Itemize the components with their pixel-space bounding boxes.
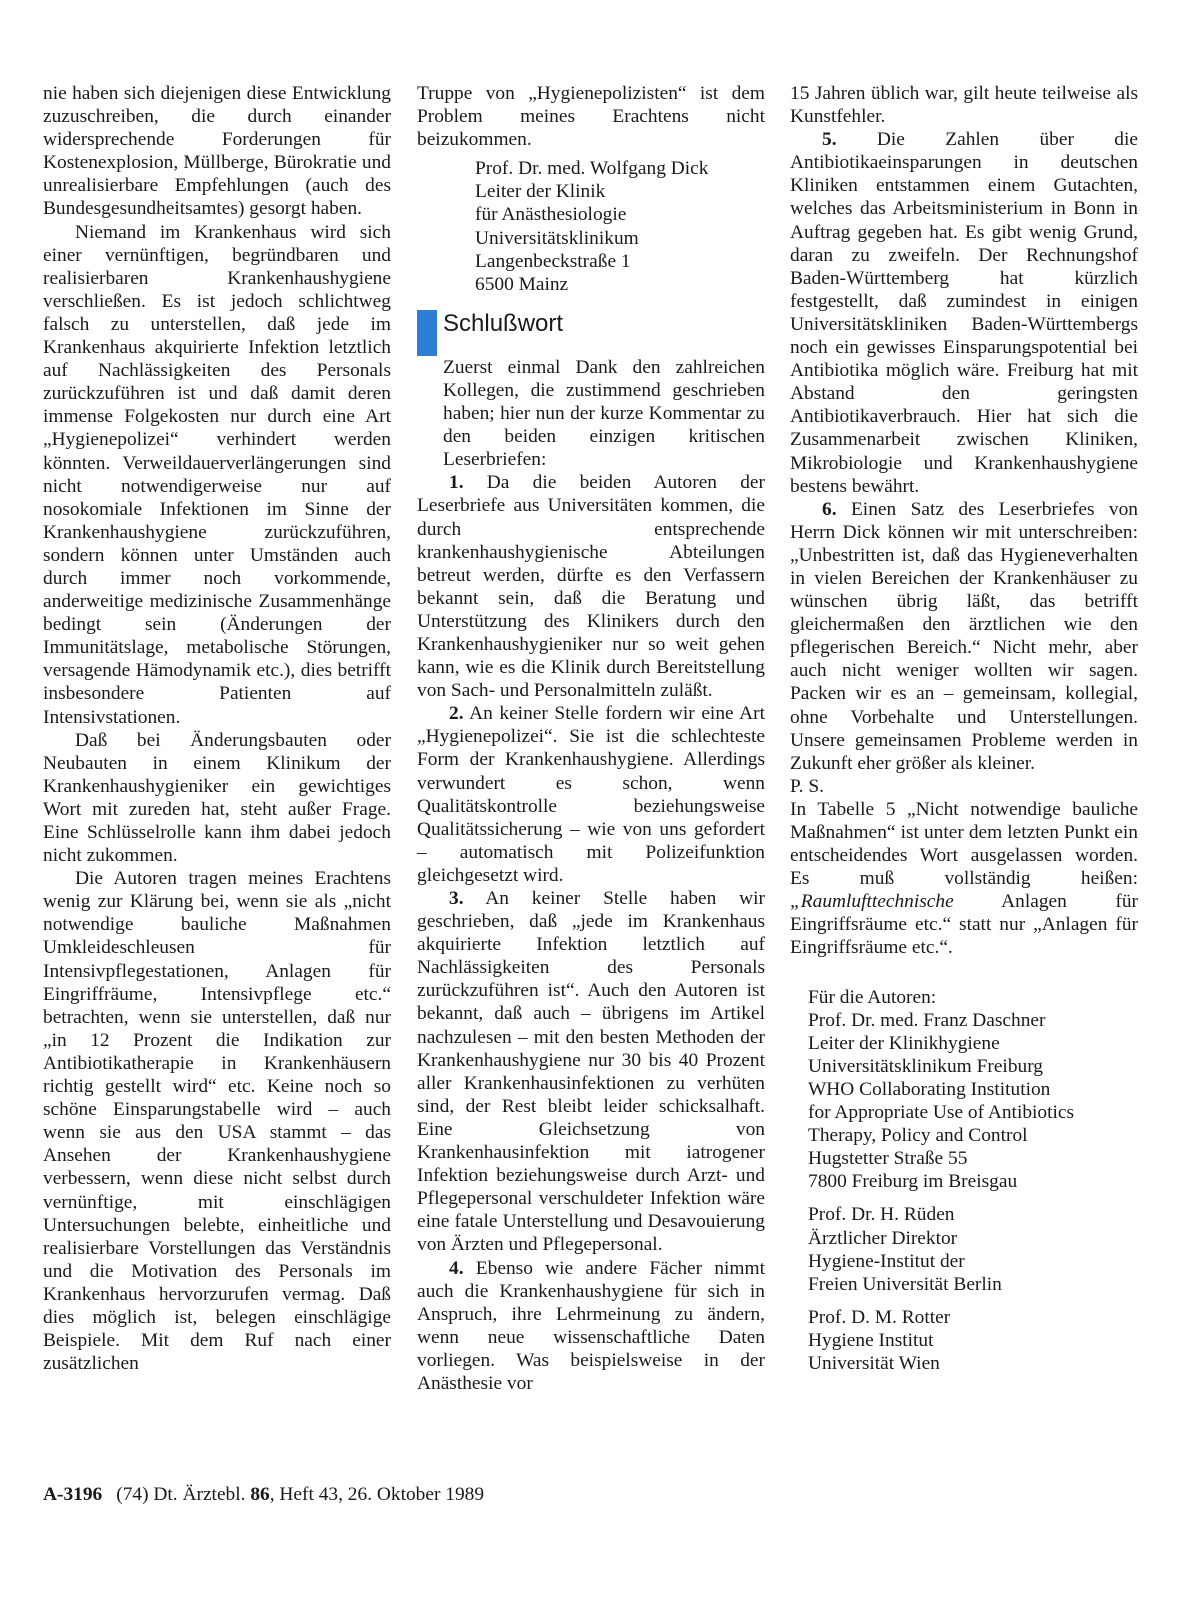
point-text: An keiner Stelle fordern wir eine Art „Hygienepolizei“. Sie ist die schlechteste Form der Krankenhaushygiene. Allerdings verwundert es schon, wenn Qualitätskontrolle beziehungsweise Qualitätssicherung – wie von uns gefordert – automatisch mit Polizeifunktion gleichgesetzt wird. [417, 703, 765, 886]
signature-line: Universität Wien [808, 1352, 940, 1374]
signature-line: Langenbeckstraße 1 [475, 250, 631, 272]
point-text: Ebenso wie andere Fächer nimmt auch die Krankenhaushygiene für sich in Anspruch, ihre Lehrmeinung zu ändern, wenn neue wissenschaftliche Daten vorliegen. Was beispielsweise in der Anästhesie vor [417, 1257, 765, 1394]
ps-text: Anlagen für Eingriffsräume etc.“ statt nur „Anlagen für Eingriffsräume etc.“. [790, 891, 1138, 959]
signature-line: Universitätsklinikum [475, 227, 639, 249]
heading-accent-bar [417, 310, 437, 356]
signature-line: Prof. Dr. med. Wolfgang Dick [475, 158, 709, 180]
signature-line: 6500 Mainz [475, 273, 569, 295]
signature-dick [475, 157, 765, 296]
paragraph: Die Autoren tragen meines Erachtens wenig zur Klärung bei, wenn sie als „nicht notwendige bauliche Maßnahmen Umkleideschleusen für Intensivpflegestationen, Anlagen für Eingriffräume, Intensivpflege etc.“ betrachten, wenn sie unterstellen, daß nur „in 12 Prozent die Indikation zur Antibiotikatherapie in Krankenhäusern richtig gestellt wird“ etc. Keine noch so schöne Einsparungstabelle wird – auch wenn sie aus den USA stammt – das Ansehen der Krankenhaushygiene verbessern, wenn diese nicht selbst durch vernünftige, mit einschlägigen Untersuchungen belebte, einheitliche und realisierbare Vorstellungen das Verständnis und die Motivation des Personals im Krankenhaus hervorzurufen vermag. Daß dies möglich ist, belegen einschlägige Beispiele. Mit dem Ruf nach einer zusätzlichen [43, 868, 391, 1375]
signature-rotter [808, 1306, 1138, 1375]
point-number: 6. [822, 498, 837, 520]
signature-line: Prof. D. M. Rotter [808, 1306, 951, 1328]
paragraph: Daß bei Änderungsbauten oder Neubauten in einem Klinikum der Krankenhaushygieniker ein gewichtiges Wort mit zureden hat, steht außer Frage. Eine Schlüsselrolle kann ihm dabei jedoch nicht zukommen. [43, 729, 391, 867]
signature-line: for Appropriate Use of Antibiotics [808, 1102, 1075, 1124]
signature-line: Prof. Dr. med. Franz Daschner [808, 1009, 1046, 1031]
point-number: 5. [822, 129, 837, 151]
numbered-point [417, 471, 765, 702]
paragraph: Zuerst einmal Dank den zahlreichen Kollegen, die zustimmend geschrieben haben; hier nun der kurze Kommentar zu den beiden einzigen kritischen Leserbriefen: [443, 356, 765, 471]
numbered-point [417, 1257, 765, 1396]
ps-paragraph [790, 798, 1138, 960]
signature-line: Ärztlicher Direktor [808, 1227, 958, 1249]
citation-text: , Heft 43, 26. Oktober 1989 [269, 1484, 485, 1505]
volume-number: 86 [250, 1484, 270, 1505]
signature-line: Leiter der Klinik [475, 181, 606, 203]
signature-line: Hygiene-Institut der [808, 1250, 965, 1272]
point-text: Einen Satz des Leserbriefes von Herrn Dick können wir mit unterschreiben: „Unbestritten ist, daß das Hygieneverhalten in vielen Bereichen der Krankenhäuser zu wünschen übrig läßt, das betrifft gleichermaßen den ärztlichen wie den pflegerischen Bereich.“ Nicht mehr, aber auch nicht weniger wollten wir sagen. Packen wir es an – gemeinsam, kollegial, ohne Vorbehalte und Unterstellungen. Unsere gemeinsamen Probleme werden in Zukunft eher größer als kleiner. [790, 498, 1138, 774]
numbered-point [417, 702, 765, 887]
point-number: 4. [449, 1257, 464, 1279]
point-text: Da die beiden Autoren der Leserbriefe aus Universitäten kommen, die durch entsprechende krankenhaushygienische Abteilungen betreut werden, dürfte es den Verfassern bekannt sein, daß die Beratung und Unterstützung des Klinikers durch den Krankenhaushygieniker nur so weit gehen kann, wie es die Klinik durch Bereitstellung von Sach- und Personalmitteln zuläßt. [417, 472, 765, 702]
point-number: 2. [449, 703, 464, 725]
ps-italic-text: „Raumlufttechnische [790, 891, 954, 913]
point-text: An keiner Stelle haben wir geschrieben, daß „jede im Krankenhaus akquirierte Infektion letztlich auf Nachlässigkeiten des Personals zurückzuführen ist“. Auch den Autoren ist bekannt, daß auch – übrigens im Artikel nachzulesen – mit den besten Methoden der Krankenhaushygiene nur 30 bis 40 Prozent aller Krankenhausinfektionen zu verhüten sind, der Rest bleibt leider schicksalhaft. Eine Gleichsetzung von Krankenhausinfektion mit iatrogener Infektion beziehungsweise durch Arzt- und Pflegepersonal verschuldeter Infektion wäre eine fatale Unterstellung und Desavouierung von Ärzten und Pflegepersonal. [417, 888, 765, 1256]
column-2 [417, 82, 765, 1395]
page-footer [43, 1484, 484, 1506]
paragraph: nie haben sich diejenigen diese Entwicklung zuzuschreiben, die durch einander widersprechende Forderungen für Kostenexplosion, Müllberge, Bürokratie und unrealisierbare Empfehlungen (auch des Bundesgesundheitsamtes) gesorgt haben. [43, 83, 391, 220]
signature-line: Universitätsklinikum Freiburg [808, 1055, 1044, 1077]
signature-line: 7800 Freiburg im Breisgau [808, 1171, 1018, 1193]
numbered-point [790, 128, 1138, 498]
signature-line: Hugstetter Straße 55 [808, 1148, 968, 1170]
paragraph: Niemand im Krankenhaus wird sich einer vernünftigen, begründbaren und realisierbaren Krankenhaushygiene verschließen. Es ist jedoch schlichtweg falsch zu unterstellen, daß jede im Krankenhaus akquirierte Infektion letztlich auf Nachlässigkeiten des Personals zurückzuführen ist und daß damit deren immense Folgekosten nur durch eine Art „Hygienepolizei“ verhindert werden könnten. Verweildauerverlängerungen sind nicht notwendigerweise nur auf nosokomiale Infektionen im Sinne der Krankenhaushygiene zurückzuführen, sondern können unter Umständen auch durch immer noch vorkommende, anderweitige medizinische Zusammenhänge bedingt sein (Änderungen der Immunitätslage, metabolische Störungen, versagende Hämodynamik etc.), dies betrifft insbesondere Patienten auf Intensivstationen. [43, 221, 391, 728]
point-number: 3. [449, 888, 464, 909]
heading-title: Schlußwort [443, 309, 564, 337]
point-text: Die Zahlen über die Antibiotikaeinsparungen in deutschen Kliniken entstammen einem Gutachten, welches das Arbeitsministerium in Bonn in Auftrag gegeben hat. Es gibt wenig Grund, daran zu zweifeln. Der Rechnungshof Baden-Württemberg hat kürzlich festgestellt, daß zumindest in einigen Universitätskliniken Baden-Württembergs noch ein gewisses Einsparungspotential bei Antibiotika möglich wäre. Freiburg hat mit Abstand den geringsten Antibiotikaverbrauch. Hier hat sich die Zusammenarbeit zwischen Kliniken, Mikrobiologie und Krankenhaushygiene bestens bewährt. [790, 129, 1138, 497]
paragraph: Truppe von „Hygienepolizisten“ ist dem Problem meines Erachtens nicht beizukommen. [417, 83, 765, 151]
signature-rueden [808, 1203, 1138, 1295]
ps-label: P. S. [790, 775, 824, 797]
page-number: A-3196 [43, 1484, 103, 1505]
column-1 [43, 82, 391, 1375]
signature-daschner [808, 986, 1138, 1194]
signature-line: Freien Universität Berlin [808, 1273, 1002, 1295]
section-heading [417, 310, 765, 356]
signature-line: WHO Collaborating Institution [808, 1078, 1051, 1100]
signature-line: Hygiene Institut [808, 1329, 934, 1351]
signature-line: Leiter der Klinikhygiene [808, 1032, 1000, 1054]
column-3 [790, 82, 1138, 1385]
signature-line: Prof. Dr. H. Rüden [808, 1204, 955, 1226]
citation-text: (74) Dt. Ärztebl. [116, 1484, 251, 1505]
signature-line: für Anästhesiologie [475, 204, 627, 226]
point-number: 1. [449, 472, 464, 494]
numbered-point [790, 498, 1138, 775]
ps-text: In Tabelle 5 „Nicht notwendige bauliche Maßnahmen“ ist unter dem letzten Punkt ein entscheidendes Wort ausgelassen worden. Es muß vollständig heißen: [790, 798, 1138, 890]
signature-line: Therapy, Policy and Control [808, 1125, 1028, 1147]
numbered-point [417, 887, 765, 1257]
paragraph: 15 Jahren üblich war, gilt heute teilweise als Kunstfehler. [790, 83, 1138, 128]
signature-line: Für die Autoren: [808, 986, 937, 1008]
